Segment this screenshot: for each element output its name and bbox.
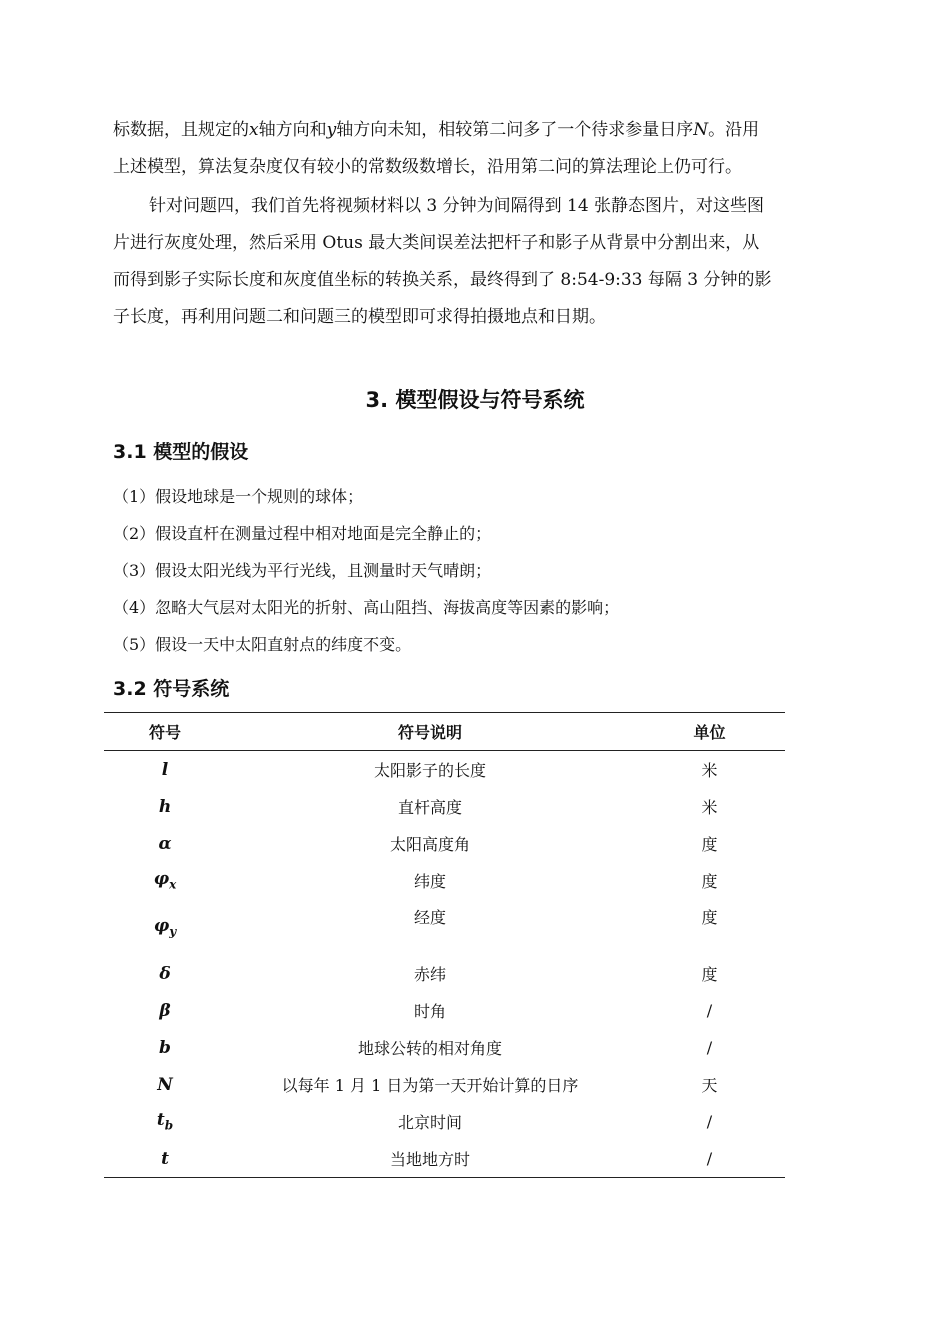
symbol-cell <box>104 1140 226 1178</box>
symbol: δ <box>159 963 171 984</box>
symbol-cell <box>104 788 226 825</box>
symbol-cell <box>104 825 226 862</box>
text-run: 。沿用 <box>708 120 760 140</box>
text-run: 标数据，且规定的 <box>113 120 249 140</box>
symbol-cell <box>104 1103 226 1140</box>
table-row <box>104 1029 785 1066</box>
symbol-table <box>104 712 785 1178</box>
assumption-item: （4）忽略大气层对太阳光的折射、高山阻挡、海拔高度等因素的影响； <box>113 598 620 617</box>
description-cell: 赤纬 <box>413 965 446 984</box>
unit-cell: / <box>706 1112 713 1131</box>
table-row <box>104 751 785 789</box>
assumption-item: （1）假设地球是一个规则的球体； <box>113 487 364 506</box>
symbol-cell <box>104 899 226 955</box>
symbol-base: φ <box>153 869 170 890</box>
symbol: h <box>158 796 172 817</box>
symbol: β <box>159 1000 171 1021</box>
math-var-y: y <box>326 120 337 140</box>
intro-line-2: 上述模型，算法复杂度仅有较小的常数级数增长，沿用第二问的算法理论上仍可行。 <box>113 157 742 177</box>
assumption-item: （3）假设太阳光线为平行光线，且测量时天气晴朗； <box>113 561 492 580</box>
header-symbol: 符号 <box>104 713 226 751</box>
header-description: 符号说明 <box>226 713 634 751</box>
unit-cell: 天 <box>701 1076 718 1095</box>
symbol: N <box>157 1074 173 1095</box>
symbol-subscript: x <box>169 877 177 892</box>
symbol: b <box>159 1037 171 1058</box>
description-cell: 直杆高度 <box>397 798 462 817</box>
math-var-x: x <box>249 120 259 140</box>
table-row <box>104 788 785 825</box>
table-row <box>104 955 785 992</box>
description-cell: 纬度 <box>413 872 446 891</box>
symbol-cell <box>104 862 226 899</box>
description-cell: 经度 <box>413 908 446 927</box>
unit-cell: 度 <box>701 835 718 854</box>
symbol-subscript: y <box>169 924 177 939</box>
assumption-list <box>113 478 619 663</box>
table-row <box>104 992 785 1029</box>
symbol <box>153 915 177 939</box>
assumption-item: （2）假设直杆在测量过程中相对地面是完全静止的； <box>113 524 492 543</box>
subsection-title-symbols: 3.2 符号系统 <box>113 678 230 700</box>
symbol-cell <box>104 955 226 992</box>
description-cell: 时角 <box>413 1002 446 1021</box>
unit-cell: 米 <box>701 761 718 780</box>
section-title: 3. 模型假设与符号系统 <box>365 388 585 412</box>
symbol <box>156 1110 174 1133</box>
table-header-row <box>104 713 785 751</box>
description-cell: 当地地方时 <box>226 1140 634 1178</box>
description-cell: 太阳高度角 <box>389 835 470 854</box>
problem4-line-2: 片进行灰度处理，然后采用 Otus 最大类间误差法把杆子和影子从背景中分割出来，从 <box>113 233 760 253</box>
symbol-base: φ <box>153 915 170 936</box>
table-row <box>104 899 785 955</box>
description-cell: 太阳影子的长度 <box>373 761 486 780</box>
symbol <box>153 869 177 892</box>
text-run: 轴方向和 <box>258 120 327 140</box>
text-run: 轴方向未知，相较第二问多了一个待求参量日序 <box>336 120 694 140</box>
unit-cell: 米 <box>701 798 718 817</box>
symbol-cell <box>104 1029 226 1066</box>
header-unit: 单位 <box>634 713 785 751</box>
intro-paragraph <box>113 112 840 186</box>
unit-cell: / <box>706 1001 713 1020</box>
symbol-cell <box>104 751 226 789</box>
symbol-cell <box>104 1066 226 1103</box>
math-var-N: N <box>693 120 709 140</box>
description-cell: 北京时间 <box>397 1113 462 1132</box>
problem4-paragraph <box>113 188 840 336</box>
description-cell: 地球公转的相对角度 <box>357 1039 502 1058</box>
unit-cell: / <box>706 1038 713 1057</box>
table-row <box>104 1140 785 1178</box>
table-row <box>104 1066 785 1103</box>
symbol: l <box>161 759 169 780</box>
symbol: α <box>158 833 172 854</box>
intro-line-1 <box>113 112 840 149</box>
unit-cell: 度 <box>701 908 718 927</box>
description-cell: 以每年 1 月 1 日为第一天开始计算的日序 <box>281 1076 579 1095</box>
unit-cell: / <box>634 1140 785 1178</box>
symbol: t <box>161 1148 169 1169</box>
unit-cell: 度 <box>701 965 718 984</box>
table-row <box>104 862 785 899</box>
table-row <box>104 1103 785 1140</box>
assumption-item: （5）假设一天中太阳直射点的纬度不变。 <box>113 635 412 654</box>
subsection-title-assumptions: 3.1 模型的假设 <box>113 441 249 463</box>
symbol-base: t <box>156 1110 165 1131</box>
symbol-cell <box>104 992 226 1029</box>
problem4-line-3: 而得到影子实际长度和灰度值坐标的转换关系，最终得到了 8:54-9:33 每隔 3 分钟的影 <box>113 270 772 290</box>
problem4-line-1: 针对问题四，我们首先将视频材料以 3 分钟为间隔得到 14 张静态图片，对这些图 <box>149 196 765 216</box>
symbol-subscript: b <box>164 1118 174 1133</box>
problem4-line-4: 子长度，再利用问题二和问题三的模型即可求得拍摄地点和日期。 <box>113 307 606 327</box>
unit-cell: 度 <box>701 872 718 891</box>
table-row <box>104 825 785 862</box>
